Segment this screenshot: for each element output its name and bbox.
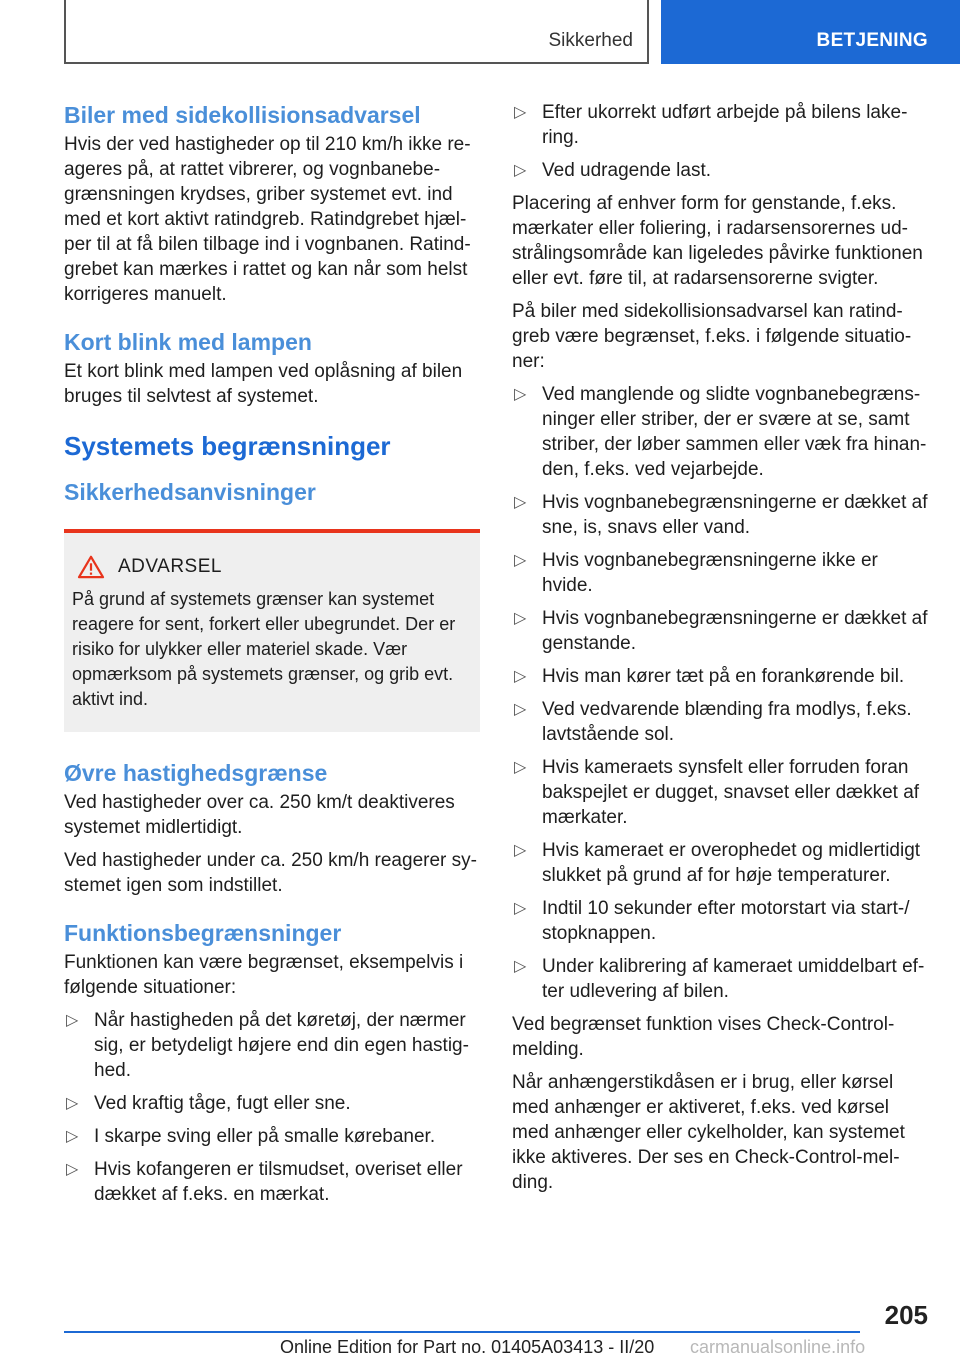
list-item: ▷ Indtil 10 sekunder efter motorstart via start-/ stopknappen.	[514, 898, 910, 944]
warning-title: ADVARSEL	[118, 556, 222, 577]
list-item: ▷ Hvis vognbanebegrænsningerne er dækket af sne, is, snavs eller vand.	[514, 492, 928, 538]
paragraph-short-blink: Et kort blink med lampen ved oplåsning af bilen bruges til selvtest af systemet.	[64, 361, 463, 407]
triangle-bullet-icon: ▷	[514, 162, 527, 179]
page-number: 205	[884, 1300, 928, 1330]
list-item: ▷ Ved udragende last.	[514, 160, 712, 181]
paragraph-radar-placement: Placering af enhver form for genstande, f.eks. mærkater eller foliering, i radarsensorernes udstrålingsområde kan ligeledes påvirke funktionen eller evt. føre til, at radarsensorerne svigter.	[512, 193, 923, 289]
triangle-bullet-icon: ▷	[514, 610, 527, 627]
list-item: ▷ Hvis vognbanebegrænsningerne er dækket af genstande.	[514, 608, 928, 654]
right-column	[512, 100, 928, 1203]
triangle-bullet-icon: ▷	[514, 104, 527, 121]
list-item: ▷ Ved kraftig tåge, fugt eller sne.	[66, 1093, 351, 1114]
left-column	[64, 100, 480, 1215]
paragraph-speed-2: Ved hastigheder under ca. 250 km/h reagerer systemet igen som indstillet.	[64, 850, 477, 896]
list-item: ▷ Under kalibrering af kameraet umiddelbart efter udlevering af bilen.	[514, 956, 925, 1002]
triangle-bullet-icon: ▷	[514, 900, 527, 917]
heading-safety-notes: Sikkerhedsanvisninger	[64, 479, 316, 505]
function-limits-list	[64, 1008, 480, 1207]
heading-side-collision: Biler med sidekollisionsadvarsel	[64, 102, 421, 128]
heading-upper-speed-limit: Øvre hastighedsgrænse	[64, 760, 328, 786]
heading-short-blink: Kort blink med lampen	[64, 329, 312, 355]
header-section-label: Sikkerhed	[548, 30, 633, 51]
paragraph-function-limits: Funktionen kan være begrænset, eksempelvis i følgende situationer:	[64, 952, 464, 998]
footer-edition-text: Online Edition for Part no. 01405A03413 - II/20	[280, 1337, 655, 1357]
footer-watermark[interactable]: carmanualsonline.info	[690, 1337, 866, 1357]
triangle-bullet-icon: ▷	[66, 1161, 79, 1178]
heading-system-limits: Systemets begrænsninger	[64, 431, 391, 461]
steering-limits-list	[512, 382, 928, 1004]
triangle-bullet-icon: ▷	[514, 958, 527, 975]
triangle-bullet-icon: ▷	[514, 842, 527, 859]
paragraph-speed-1: Ved hastigheder over ca. 250 km/t deaktiveres systemet midlertidigt.	[64, 792, 455, 838]
list-item: ▷ Ved vedvarende blænding fra modlys, f.eks. lavtstående sol.	[514, 699, 912, 745]
function-limits-list-continued	[512, 100, 928, 183]
list-item: ▷ I skarpe sving eller på smalle kørebaner.	[66, 1126, 436, 1147]
header-section-box	[64, 0, 649, 64]
triangle-bullet-icon: ▷	[514, 386, 527, 403]
triangle-bullet-icon: ▷	[66, 1128, 79, 1145]
list-item: ▷ Efter ukorrekt udført arbejde på bilens lakering.	[514, 102, 908, 148]
list-item: ▷ Hvis kameraets synsfelt eller forruden foran bakspejlet er dugget, snavset eller dækket af mærkater.	[514, 757, 920, 828]
triangle-bullet-icon: ▷	[514, 759, 527, 776]
list-item: ▷ Hvis vognbanebegrænsningerne ikke er hvide.	[514, 550, 878, 596]
warning-header	[72, 555, 468, 579]
paragraph-steering-limits: På biler med sidekollisionsadvarsel kan ratindgreb være begrænset, f.eks. i følgende situationer:	[512, 301, 912, 372]
triangle-bullet-icon: ▷	[514, 494, 527, 511]
list-item: ▷ Ved manglende og slidte vognbanebegrænsninger eller striber, der er svære at se, samt striber, der løber sammen eller væk fra hinanden, f.eks. ved vejarbejde.	[514, 384, 927, 480]
paragraph-check-control: Ved begrænset funktion vises Check-Control-melding.	[512, 1014, 895, 1060]
list-item: ▷ Hvis man kører tæt på en forankørende bil.	[514, 666, 905, 687]
warning-triangle-icon	[76, 555, 106, 579]
list-item: ▷ Når hastigheden på det køretøj, der nærmer sig, er betydeligt højere end din egen hastighed.	[66, 1010, 469, 1081]
triangle-bullet-icon: ▷	[514, 552, 527, 569]
triangle-bullet-icon: ▷	[514, 701, 527, 718]
triangle-bullet-icon: ▷	[66, 1012, 79, 1029]
footer-divider	[64, 1331, 860, 1333]
paragraph-side-collision: Hvis der ved hastigheder op til 210 km/h ikke reageres på, at rattet vibrerer, og vognbanebegrænsningen krydses, griber systemet evt. ind med et kort aktivt ratindgreb. Ratindgrebet hjælper til at få bilen tilbage ind i vognbanen. Ratindgrebet kan mærkes i rattet og kan når som helst korrigeres manuelt.	[64, 134, 471, 305]
paragraph-trailer: Når anhængerstikdåsen er i brug, eller kørsel med anhænger er aktiveret, f.eks. ved kørsel med anhænger eller cykelholder, kan systemet ikke aktiveres. Der ses en Check-Control-melding.	[512, 1072, 905, 1193]
header-chapter-tab	[661, 0, 960, 64]
heading-function-limits: Funktionsbegrænsninger	[64, 920, 342, 946]
list-item: ▷ Hvis kameraet er overophedet og midlertidigt slukket på grund af for høje temperaturer.	[514, 840, 921, 886]
triangle-bullet-icon: ▷	[514, 668, 527, 685]
list-item: ▷ Hvis kofangeren er tilsmudset, overiset eller dækket af f.eks. en mærkat.	[66, 1159, 463, 1205]
header-chapter-label: BETJENING	[816, 30, 928, 51]
warning-body: På grund af systemets grænser kan systemet reagere for sent, forkert eller ubegrundet. Der er risiko for ulykker eller materiel skade. Vær opmærksom på systemets grænser, og grib evt. aktivt ind.	[72, 589, 456, 709]
triangle-bullet-icon: ▷	[66, 1095, 79, 1112]
warning-box	[64, 529, 480, 732]
